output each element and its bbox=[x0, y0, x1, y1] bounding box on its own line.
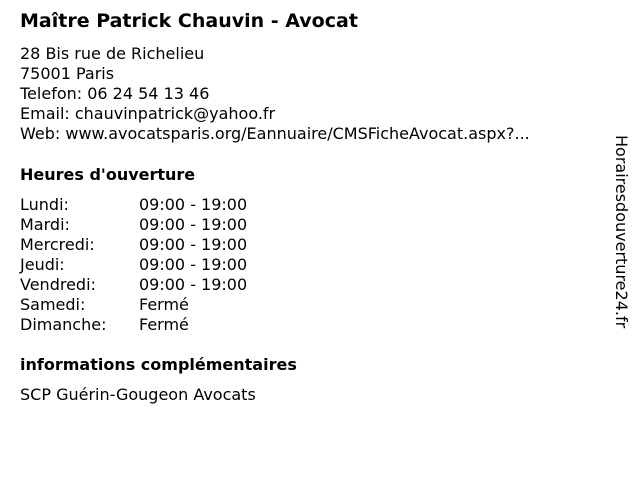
brand-watermark: Horairesdouverture24.fr bbox=[612, 135, 631, 329]
business-title: Maître Patrick Chauvin - Avocat bbox=[20, 10, 358, 32]
day-hours: 09:00 - 19:00 bbox=[139, 195, 248, 214]
email-line[interactable]: Email: chauvinpatrick@yahoo.fr bbox=[20, 104, 276, 123]
day-label: Mercredi: bbox=[20, 235, 95, 254]
info-heading: informations complémentaires bbox=[20, 355, 297, 374]
hours-heading: Heures d'ouverture bbox=[20, 165, 196, 184]
day-hours: Fermé bbox=[139, 295, 189, 314]
day-hours: 09:00 - 19:00 bbox=[139, 255, 248, 274]
day-label: Lundi: bbox=[20, 195, 69, 214]
contact-block bbox=[20, 44, 530, 144]
day-label: Mardi: bbox=[20, 215, 70, 234]
day-label: Jeudi: bbox=[20, 255, 65, 274]
day-hours: 09:00 - 19:00 bbox=[139, 235, 248, 254]
day-label: Vendredi: bbox=[20, 275, 96, 294]
day-hours: Fermé bbox=[139, 315, 189, 334]
day-hours: 09:00 - 19:00 bbox=[139, 275, 248, 294]
web-line[interactable]: Web: www.avocatsparis.org/Eannuaire/CMSFicheAvocat.aspx?... bbox=[20, 124, 530, 143]
address-city: 75001 Paris bbox=[20, 64, 115, 83]
day-hours: 09:00 - 19:00 bbox=[139, 215, 248, 234]
phone-line: Telefon: 06 24 54 13 46 bbox=[20, 84, 210, 103]
info-text: SCP Guérin-Gougeon Avocats bbox=[20, 385, 256, 404]
address-street: 28 Bis rue de Richelieu bbox=[20, 44, 205, 63]
day-label: Dimanche: bbox=[20, 315, 107, 334]
day-label: Samedi: bbox=[20, 295, 86, 314]
